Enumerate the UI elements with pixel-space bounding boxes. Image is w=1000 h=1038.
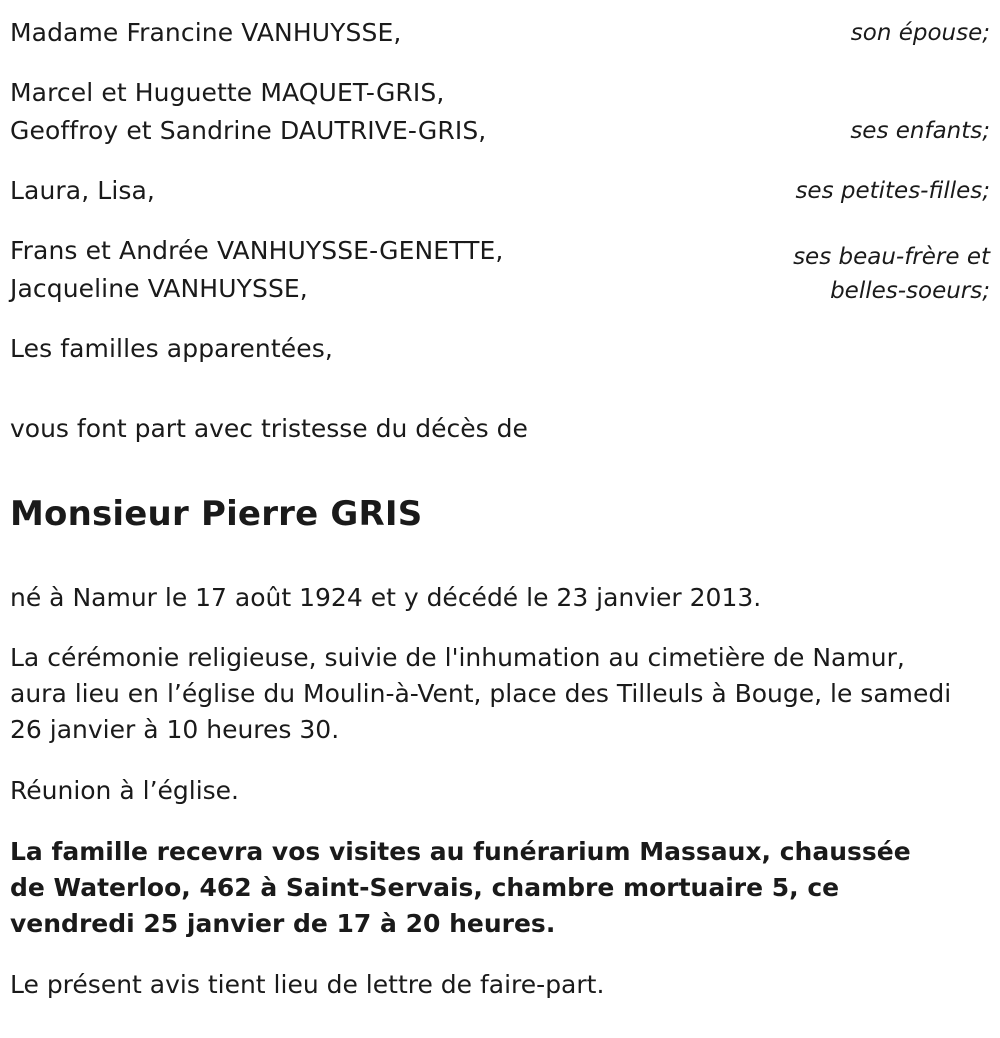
family-name-line: Les familles apparentées, <box>10 334 333 363</box>
relation-line: ses enfants; <box>850 118 990 144</box>
deceased-name: Monsieur Pierre GRIS <box>10 494 423 534</box>
relation-label <box>851 16 990 52</box>
relation-line: ses petites-filles; <box>795 178 990 204</box>
family-group <box>10 232 990 308</box>
family-group <box>10 330 990 368</box>
family-name-line: Laura, Lisa, <box>10 176 155 205</box>
family-name-line: Jacqueline VANHUYSSE, <box>10 274 308 303</box>
family-group <box>10 74 990 150</box>
relation-line: ses beau-frère et <box>793 244 990 270</box>
family-list <box>10 14 990 368</box>
relation-label <box>795 174 990 210</box>
ceremony-details: La cérémonie religieuse, suivie de l'inhumation au cimetière de Namur, aura lieu en l’église du Moulin-à-Vent, place des Tilleuls à Bouge, le samedi 26 janvier à 10 heures 30. <box>10 643 952 744</box>
family-name-line: Madame Francine VANHUYSSE, <box>10 18 402 47</box>
relation-label <box>850 114 990 150</box>
family-name-line: Frans et Andrée VANHUYSSE-GENETTE, <box>10 236 504 265</box>
birth-death-line: né à Namur le 17 août 1924 et y décédé le 23 janvier 2013. <box>10 583 762 612</box>
family-names <box>10 74 838 150</box>
relation-line: belles-soeurs; <box>830 278 990 304</box>
family-names <box>10 172 783 210</box>
announcement-lead: vous font part avec tristesse du décès de <box>10 414 528 443</box>
family-names <box>10 14 839 52</box>
visiting-hours: La famille recevra vos visites au funérarium Massaux, chaussée de Waterloo, 462 à Saint-Servais, chambre mortuaire 5, ce vendredi 25 janvier de 17 à 20 heures. <box>10 837 911 938</box>
relation-line: son épouse; <box>850 20 990 46</box>
family-name-line: Marcel et Huguette MAQUET-GRIS, <box>10 78 445 107</box>
relation-label <box>793 240 990 308</box>
family-group <box>10 14 990 52</box>
family-group <box>10 172 990 210</box>
family-names <box>10 330 978 368</box>
family-name-line: Geoffroy et Sandrine DAUTRIVE-GRIS, <box>10 116 487 145</box>
closing-note: Le présent avis tient lieu de lettre de faire-part. <box>10 970 605 999</box>
family-names <box>10 232 781 308</box>
gathering-details: Réunion à l’église. <box>10 776 240 805</box>
